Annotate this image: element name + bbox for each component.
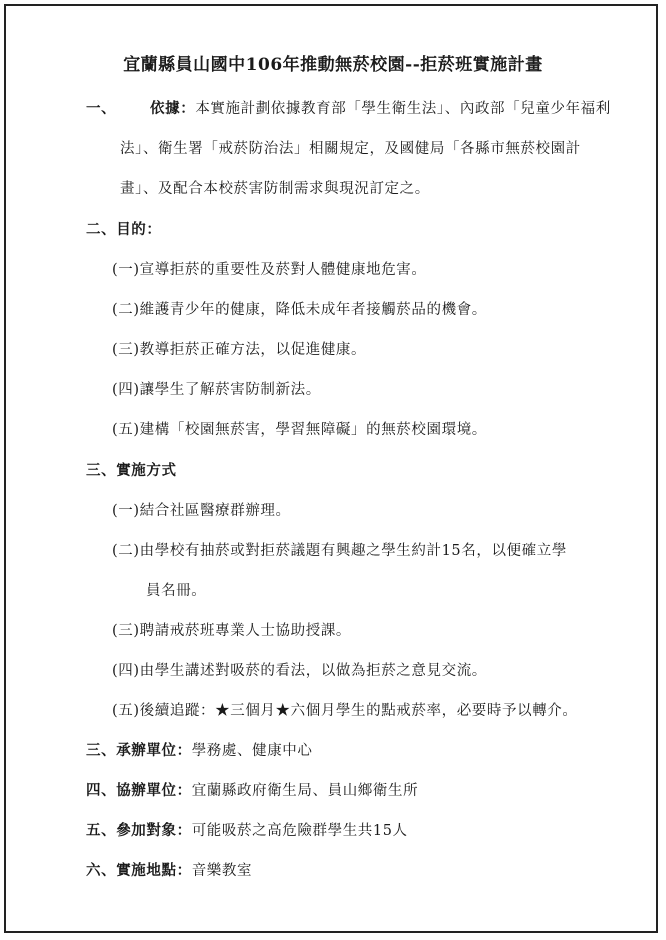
section1-line-3: 畫」、及配合本校菸害防制需求與現況訂定之。: [120, 181, 430, 197]
section2-item: (五)建構「校園無菸害，學習無障礙」的無菸校園環境。: [112, 422, 487, 438]
section1-number: 一、: [86, 100, 117, 117]
participants-value: 可能吸菸之高危險群學生共15人: [191, 823, 408, 839]
section2-item: (一)宣導拒菸的重要性及菸對人體健康地危害。: [112, 262, 427, 278]
section3-item: (三)聘請戒菸班專業人士協助授課。: [112, 623, 352, 639]
section3-item: (一)結合社區醫療群辦理。: [112, 503, 291, 519]
host-unit-value: 學務處、健康中心: [191, 743, 313, 759]
section3-item-continued: 員名冊。: [146, 583, 207, 599]
section1-line-1: [150, 97, 611, 118]
section2-item: (三)教導拒菸正確方法，以促進健康。: [112, 342, 367, 358]
co-unit-value: 宜蘭縣政府衛生局、員山鄉衛生所: [191, 783, 419, 799]
host-unit-row: [86, 739, 313, 760]
document-title: 宜蘭縣員山國中106年推動無菸校園--拒菸班實施計畫: [123, 55, 543, 75]
section3-item: (二)由學校有抽菸或對拒菸議題有興趣之學生約計15名，以便確立學: [112, 543, 567, 559]
venue-value: 音樂教室: [191, 863, 253, 879]
participants-label: 五、參加對象：: [86, 822, 192, 839]
section1-line-2: 法」、衛生署「戒菸防治法」相關規定，及國健局「各縣市無菸校園計: [120, 141, 581, 157]
section2-item: (二)維護青少年的健康，降低未成年者接觸菸品的機會。: [112, 302, 487, 318]
section3-item: (四)由學生講述對吸菸的看法，以做為拒菸之意見交流。: [112, 663, 487, 679]
section3-item: (五)後續追蹤：★三個月★六個月學生的點戒菸率，必要時予以轉介。: [112, 703, 578, 719]
venue-row: [86, 859, 252, 880]
section1-text-1: 本實施計劃依據教育部「學生衛生法」、內政部「兒童少年福利: [195, 101, 611, 117]
section2-item: (四)讓學生了解菸害防制新法。: [112, 382, 321, 398]
section1-label: 依據：: [150, 100, 196, 117]
participants-row: [86, 819, 408, 840]
co-unit-row: [86, 779, 418, 800]
venue-label: 六、實施地點：: [86, 862, 192, 879]
section3-heading: 三、實施方式: [86, 462, 177, 479]
section2-heading: 二、目的：: [86, 221, 162, 238]
host-unit-label: 三、承辦單位：: [86, 742, 192, 759]
co-unit-label: 四、協辦單位：: [86, 782, 192, 799]
